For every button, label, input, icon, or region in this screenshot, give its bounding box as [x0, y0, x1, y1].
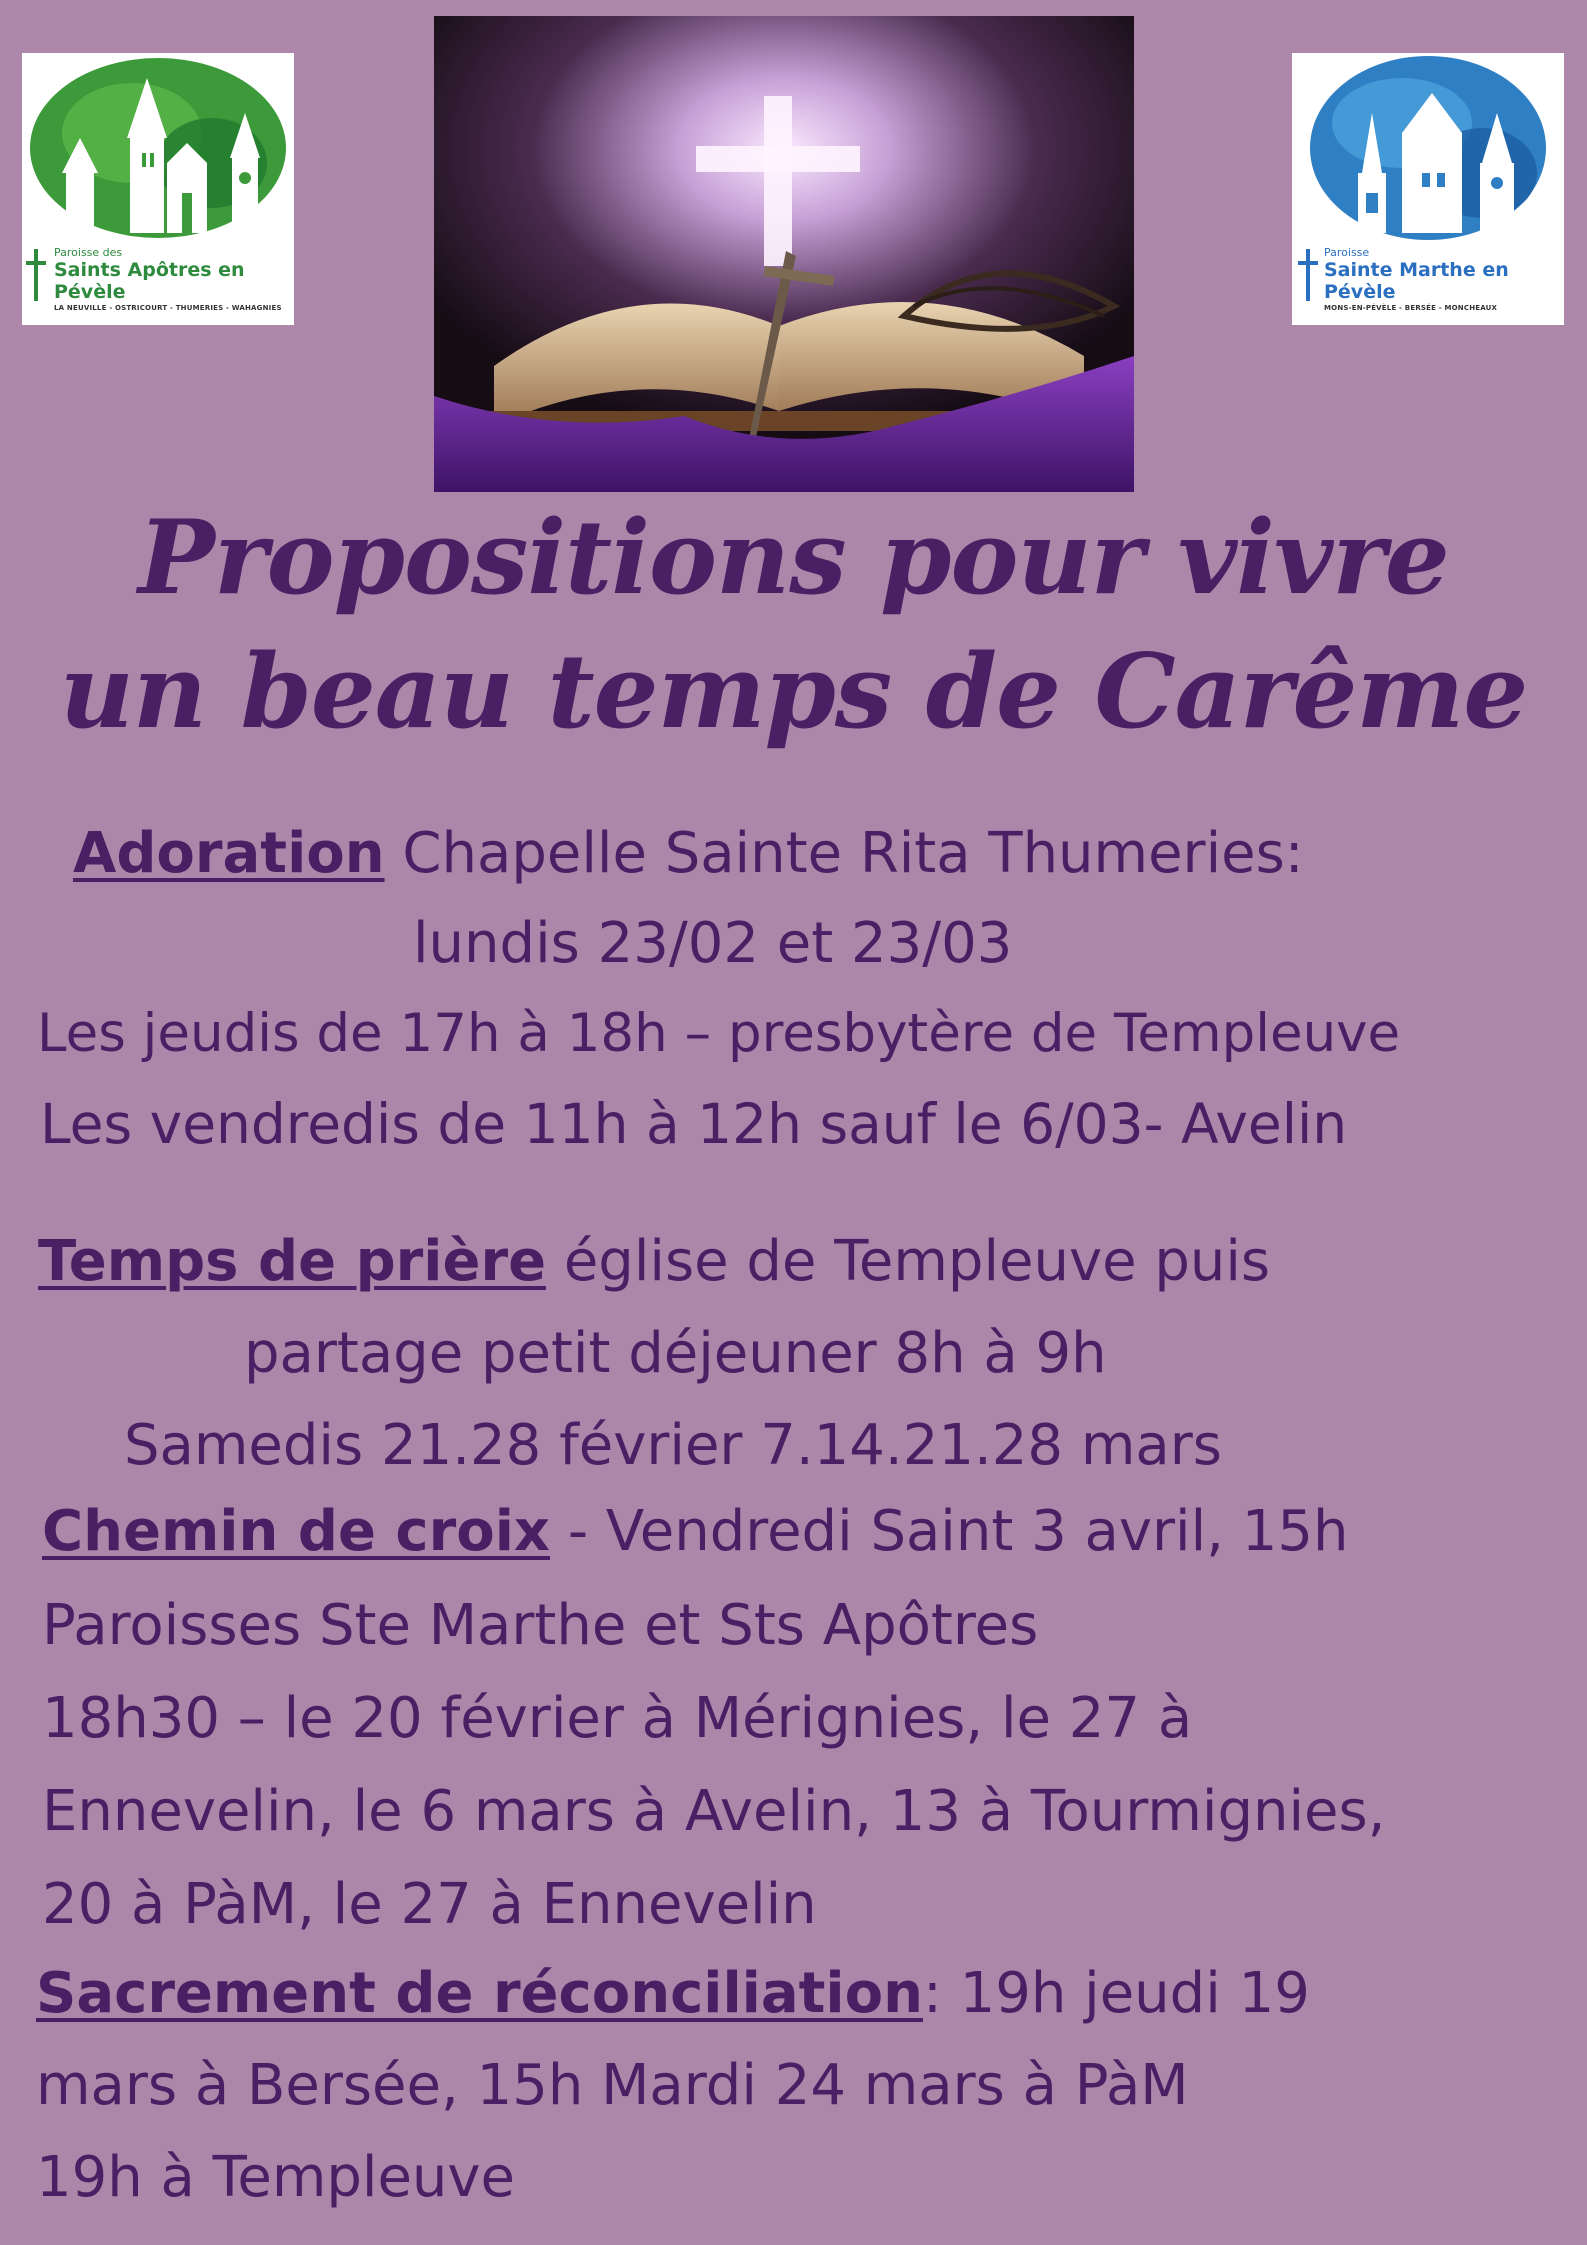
sacrement-heading: Sacrement de réconciliation	[36, 1961, 923, 2026]
logo-right-line2: Sainte Marthe en Pévèle	[1324, 259, 1509, 303]
chemin-schedule-3: 20 à PàM, le 27 à Ennevelin	[42, 1872, 817, 1937]
chemin-heading: Chemin de croix	[42, 1499, 551, 1564]
priere-line1	[38, 1226, 1270, 1298]
chemin-schedule-2: Ennevelin, le 6 mars à Avelin, 13 à Tourmignies,	[42, 1779, 1386, 1844]
chemin-paroisses: Paroisses Ste Marthe et Sts Apôtres	[42, 1593, 1039, 1658]
sacrement-line1	[36, 1958, 1310, 2030]
logo-sainte-marthe	[1292, 53, 1564, 325]
page-title-line1: Propositions pour vivre	[138, 498, 1449, 618]
sacrement-line2: mars à Bersée, 15h Mardi 24 mars à PàM	[36, 2053, 1189, 2118]
logo-saints-apotres	[22, 53, 294, 325]
sacrement-time: : 19h jeudi 19	[922, 1961, 1310, 2026]
adoration-heading: Adoration	[73, 821, 385, 886]
adoration-vendredis: Les vendredis de 11h à 12h sauf le 6/03- Avelin	[40, 1092, 1348, 1156]
adoration-jeudis: Les jeudis de 17h à 18h – presbytère de Templeuve	[37, 1003, 1401, 1064]
priere-breakfast: partage petit déjeuner 8h à 9h	[244, 1321, 1107, 1386]
hero-image-cross-bible	[434, 16, 1134, 492]
adoration-place: Chapelle Sainte Rita Thumeries:	[384, 821, 1304, 886]
chemin-schedule-1: 18h30 – le 20 février à Mérignies, le 27 à	[42, 1686, 1193, 1751]
adoration-line1	[73, 818, 1304, 890]
cross-icon	[764, 96, 792, 266]
logo-right-line1: Paroisse	[1324, 246, 1370, 259]
adoration-dates: lundis 23/02 et 23/03	[413, 911, 1013, 976]
chemin-line1	[42, 1496, 1349, 1568]
logo-left-line1: Paroisse des	[54, 246, 123, 259]
priere-heading: Temps de prière	[38, 1229, 547, 1294]
logo-left-line3: LA NEUVILLE - OSTRICOURT - THUMERIES - WAHAGNIES	[54, 304, 282, 312]
logo-left-line2: Saints Apôtres en Pévèle	[54, 259, 245, 303]
priere-dates: Samedis 21.28 février 7.14.21.28 mars	[124, 1413, 1222, 1478]
logo-right-line3: MONS-EN-PÉVÈLE - BERSÉE - MONCHEAUX	[1324, 304, 1498, 312]
sacrement-line3: 19h à Templeuve	[36, 2145, 516, 2210]
page-title-line2: un beau temps de Carême	[59, 632, 1528, 752]
priere-place: église de Templeuve puis	[546, 1229, 1271, 1294]
chemin-date: - Vendredi Saint 3 avril, 15h	[550, 1499, 1349, 1564]
